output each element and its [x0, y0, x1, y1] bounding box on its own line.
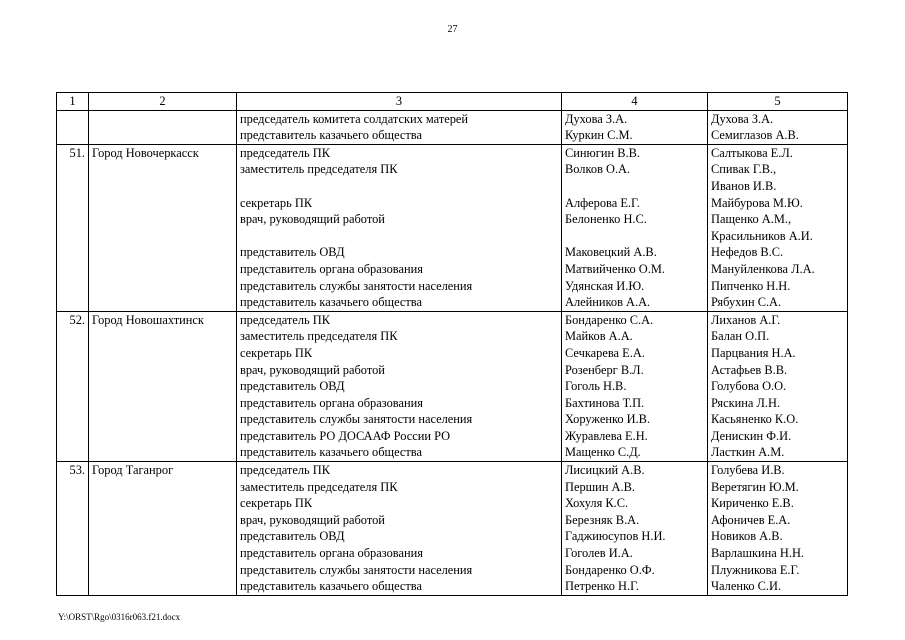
- role-line: заместитель председателя ПК: [240, 479, 398, 494]
- main-member-cell: [562, 110, 708, 144]
- reserve-member-line: Пащенко А.М.,: [711, 212, 792, 227]
- header-cell: 2: [89, 93, 237, 111]
- main-member-line: [565, 178, 704, 195]
- main-member-line: Матвийченко О.М.: [565, 261, 665, 276]
- main-member-line: Бондаренко С.А.: [565, 312, 654, 327]
- reserve-member-line: Астафьев В.В.: [711, 362, 788, 377]
- row-number-cell: 51.: [57, 144, 89, 311]
- reserve-member-line: Рябухин С.А.: [711, 295, 782, 310]
- main-member-line: Гоголев И.А.: [565, 546, 633, 561]
- main-member-line: Розенберг В.Л.: [565, 362, 644, 377]
- reserve-member-line: Касьяненко К.О.: [711, 412, 799, 427]
- reserve-member-line: Денискин Ф.И.: [711, 428, 792, 443]
- role-line: врач, руководящий работой: [240, 362, 385, 377]
- role-line: врач, руководящий работой: [240, 212, 385, 227]
- reserve-member-cell: [708, 311, 848, 461]
- row-number-cell: [57, 110, 89, 144]
- role-line: заместитель председателя ПК: [240, 162, 398, 177]
- header-cell: 3: [237, 93, 562, 111]
- city-cell: Город Новочеркасск: [89, 144, 237, 311]
- reserve-member-line: Голубова О.О.: [711, 379, 787, 394]
- main-member-line: Лисицкий А.В.: [565, 463, 645, 478]
- main-member-line: Петренко Н.Г.: [565, 579, 639, 594]
- reserve-member-line: Балан О.П.: [711, 329, 770, 344]
- role-line: представитель казачьего общества: [240, 445, 422, 460]
- main-member-line: Куркин С.М.: [565, 128, 633, 143]
- role-line: представитель казачьего общества: [240, 295, 422, 310]
- commission-table: [56, 92, 848, 596]
- reserve-member-line: Плужникова Е.Г.: [711, 562, 800, 577]
- table-row: [57, 110, 848, 144]
- role-line: председатель ПК: [240, 145, 330, 160]
- reserve-member-line: Веретягин Ю.М.: [711, 479, 799, 494]
- main-member-line: Гаджиюсупов Н.И.: [565, 529, 666, 544]
- main-member-line: Волков О.А.: [565, 162, 631, 177]
- role-cell: [237, 144, 562, 311]
- role-cell: [237, 110, 562, 144]
- role-line: представитель органа образования: [240, 546, 423, 561]
- role-cell: [237, 311, 562, 461]
- row-number-cell: 52.: [57, 311, 89, 461]
- main-member-line: [565, 228, 704, 245]
- reserve-member-line: Пипченко Н.Н.: [711, 278, 791, 293]
- reserve-member-cell: [708, 144, 848, 311]
- city-cell: Город Таганрог: [89, 462, 237, 596]
- header-cell: 5: [708, 93, 848, 111]
- main-member-line: Духова З.А.: [565, 111, 628, 126]
- role-cell: [237, 462, 562, 596]
- role-line: представитель РО ДОСААФ России РО: [240, 428, 451, 443]
- role-line: представитель службы занятости населения: [240, 562, 473, 577]
- main-member-line: Першин А.В.: [565, 479, 635, 494]
- role-line: секретарь ПК: [240, 195, 313, 210]
- city-cell: [89, 110, 237, 144]
- reserve-member-line: Новиков А.В.: [711, 529, 783, 544]
- main-member-cell: [562, 311, 708, 461]
- role-line: представитель службы занятости населения: [240, 412, 473, 427]
- reserve-member-line: Майбурова М.Ю.: [711, 195, 803, 210]
- reserve-member-line: Ласткин А.М.: [711, 445, 785, 460]
- reserve-member-line: Афоничев Е.А.: [711, 512, 791, 527]
- reserve-member-line: Духова З.А.: [711, 111, 774, 126]
- role-line: заместитель председателя ПК: [240, 329, 398, 344]
- reserve-member-line: Мануйленкова Л.А.: [711, 261, 815, 276]
- header-cell: 1: [57, 93, 89, 111]
- role-line: представитель органа образования: [240, 395, 423, 410]
- table-row: [57, 462, 848, 596]
- main-member-line: Алферова Е.Г.: [565, 195, 640, 210]
- reserve-member-line: Спивак Г.В.,: [711, 162, 777, 177]
- reserve-member-line: Кириченко Е.В.: [711, 496, 794, 511]
- role-line: председатель ПК: [240, 312, 330, 327]
- table-row: [57, 311, 848, 461]
- role-line: представитель ОВД: [240, 529, 345, 544]
- reserve-member-line: Ряскина Л.Н.: [711, 395, 781, 410]
- main-member-line: Маковецкий А.В.: [565, 245, 657, 260]
- main-member-line: Бахтинова Т.П.: [565, 395, 645, 410]
- reserve-member-line: Нефедов В.С.: [711, 245, 784, 260]
- reserve-member-line: Голубева И.В.: [711, 463, 785, 478]
- main-member-line: Белоненко Н.С.: [565, 212, 647, 227]
- file-path-footer: Y:\ORST\Rgo\0316r063.f21.docx: [58, 612, 181, 622]
- table-header-row: [57, 93, 848, 111]
- reserve-member-line: Семиглазов А.В.: [711, 128, 799, 143]
- role-line: секретарь ПК: [240, 345, 313, 360]
- reserve-member-line: Чаленко С.И.: [711, 579, 782, 594]
- role-line: представитель службы занятости населения: [240, 278, 473, 293]
- main-member-line: Бондаренко О.Ф.: [565, 562, 655, 577]
- main-member-line: Сечкарева Е.А.: [565, 345, 645, 360]
- reserve-member-line: Варлашкина Н.Н.: [711, 546, 804, 561]
- main-member-line: Гоголь Н.В.: [565, 379, 627, 394]
- main-member-line: Майков А.А.: [565, 329, 633, 344]
- role-line: представитель ОВД: [240, 379, 345, 394]
- role-line: представитель ОВД: [240, 245, 345, 260]
- main-member-line: Хоруженко И.В.: [565, 412, 651, 427]
- main-member-line: Алейников А.А.: [565, 295, 651, 310]
- header-cell: 4: [562, 93, 708, 111]
- role-line: представитель казачьего общества: [240, 579, 422, 594]
- role-line: секретарь ПК: [240, 496, 313, 511]
- main-member-line: Журавлева Е.Н.: [565, 428, 648, 443]
- main-member-line: Хохуля К.С.: [565, 496, 629, 511]
- reserve-member-cell: [708, 462, 848, 596]
- role-line: представитель органа образования: [240, 261, 423, 276]
- main-member-line: Березняк В.А.: [565, 512, 640, 527]
- city-cell: Город Новошахтинск: [89, 311, 237, 461]
- role-line: [240, 228, 558, 245]
- main-member-cell: [562, 462, 708, 596]
- role-line: председатель комитета солдатских матерей: [240, 111, 469, 126]
- reserve-member-cell: [708, 110, 848, 144]
- main-member-cell: [562, 144, 708, 311]
- role-line: председатель ПК: [240, 463, 330, 478]
- role-line: представитель казачьего общества: [240, 128, 422, 143]
- reserve-member-line: Красильников А.И.: [711, 228, 813, 243]
- reserve-member-line: Лиханов А.Г.: [711, 312, 781, 327]
- reserve-member-line: Парцвания Н.А.: [711, 345, 796, 360]
- page-number: 27: [447, 24, 458, 35]
- main-member-line: Мащенко С.Д.: [565, 445, 641, 460]
- role-line: врач, руководящий работой: [240, 512, 385, 527]
- reserve-member-line: Салтыкова Е.Л.: [711, 145, 793, 160]
- main-member-line: Удянская И.Ю.: [565, 278, 645, 293]
- main-member-line: Синюгин В.В.: [565, 145, 640, 160]
- table-row: [57, 144, 848, 311]
- role-line: [240, 178, 558, 195]
- reserve-member-line: Иванов И.В.: [711, 178, 777, 193]
- row-number-cell: 53.: [57, 462, 89, 596]
